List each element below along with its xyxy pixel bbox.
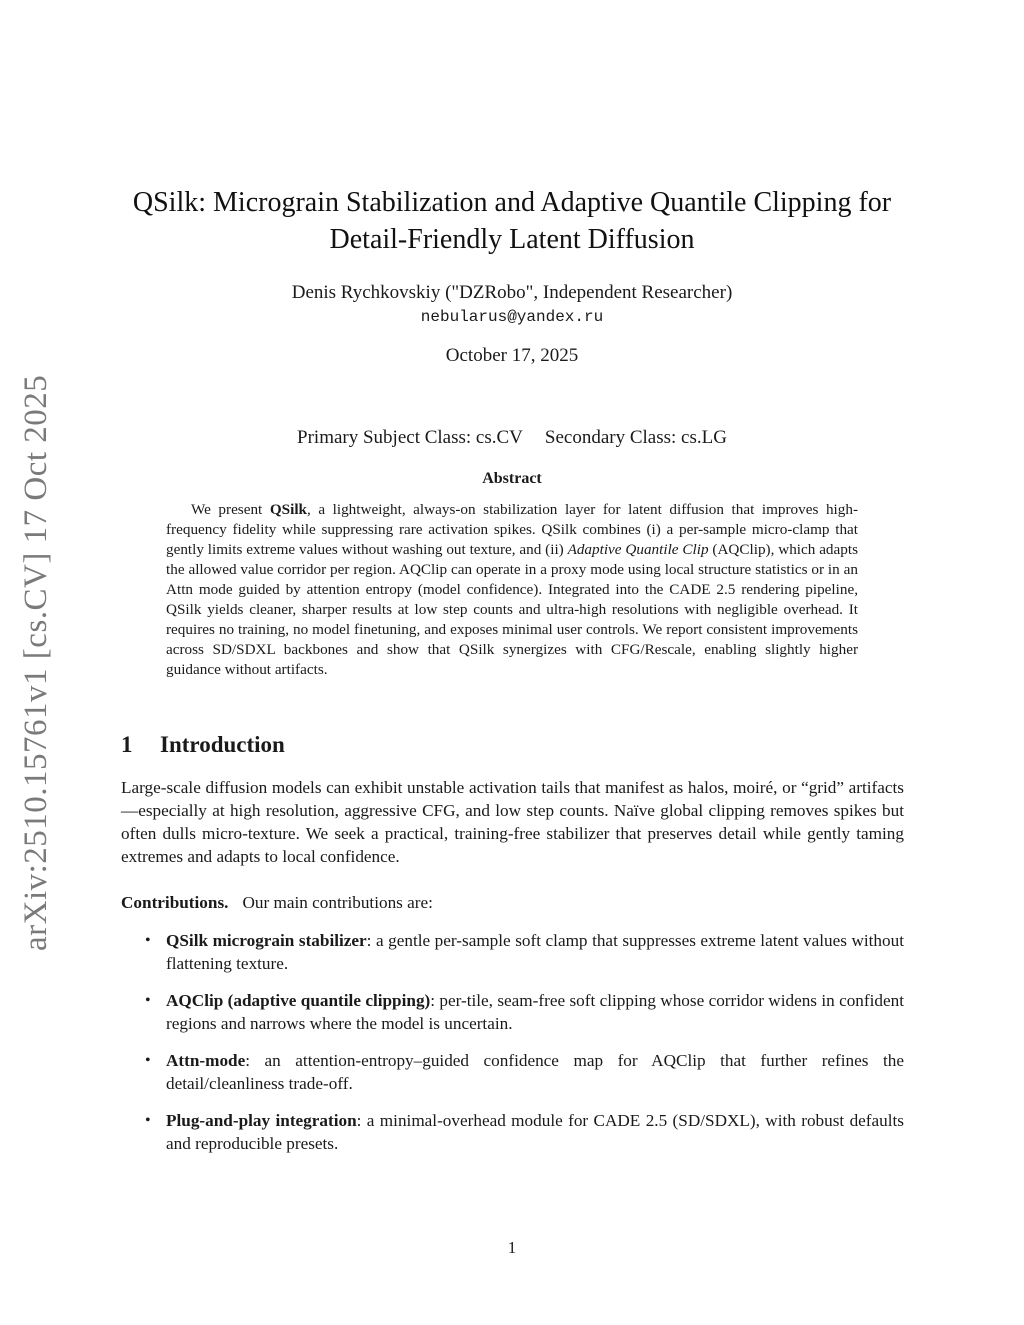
author-email[interactable]: nebularus@yandex.ru — [420, 308, 604, 326]
subject-classes — [100, 426, 924, 450]
author-line: Denis Rychkovskiy ("DZRobo", Independent Researcher) — [291, 282, 733, 303]
section-introduction-heading — [121, 731, 285, 759]
bullet-icon: • — [145, 992, 151, 1009]
title-line-1: QSilk: Micrograin Stabilization and Adaptive Quantile Clipping for — [132, 187, 892, 218]
primary-subject-class: Primary Subject Class: cs.CV — [297, 427, 523, 448]
section-title: Introduction — [160, 732, 285, 757]
bullet-term: Attn-mode — [166, 1051, 246, 1070]
publication-date: October 17, 2025 — [445, 345, 579, 366]
abstract-heading: Abstract — [482, 470, 542, 487]
arxiv-identifier-stamp: arXiv:2510.15761v1 [cs.CV] 17 Oct 2025 — [18, 374, 54, 952]
bullet-text: : an attention-entropy–guided confidence map for AQClip that further refines the detail/cleanliness trade-off. — [166, 1051, 904, 1093]
contributions-intro — [121, 891, 904, 914]
list-item — [121, 989, 904, 1035]
list-item — [121, 1109, 904, 1155]
introduction-paragraph: Large-scale diffusion models can exhibit unstable activation tails that manifest as halos, moiré, or “grid” artifacts—especially at high resolution, aggressive CFG, and low step counts. Naïve global clipping removes spikes but often dulls micro-texture. We seek a practical, training-free stabilizer that preserves detail while gently taming extremes and adapts to local confidence. — [121, 778, 904, 866]
abstract-aqclip-italic: Adaptive Quantile Clip — [567, 541, 709, 558]
bullet-icon: • — [145, 1112, 151, 1129]
abstract-text-1: We present — [191, 501, 270, 518]
contributions-list — [121, 929, 904, 1169]
bullet-term: Plug-and-play integration — [166, 1111, 357, 1130]
abstract-text-3: (AQClip), which adapts the allowed value corridor per region. AQClip can operate in a proxy mode using local structure statistics or in an Attn mode guided by attention entropy (model confidence). Integrated into the CADE 2.5 rendering pipeline, QSilk yields cleaner, sharper results at low step counts and ultra-high resolutions with negligible overhead. It requires no training, no model finetuning, and exposes minimal user controls. We report consistent improvements across SD/SDXL backbones and show that QSilk synergizes with CFG/Rescale, enabling slightly higher guidance without artifacts. — [166, 541, 858, 678]
contributions-lead: Contributions. — [121, 893, 229, 912]
bullet-text: : a minimal-overhead module for CADE 2.5 (SD/SDXL), with robust defaults and reproducible presets. — [166, 1111, 904, 1153]
title-line-2: Detail-Friendly Latent Diffusion — [329, 224, 695, 255]
section-number: 1 — [121, 732, 133, 757]
bullet-text: : per-tile, seam-free soft clipping whose corridor widens in confident regions and narrows where the model is uncertain. — [166, 991, 904, 1033]
bullet-icon: • — [145, 932, 151, 949]
bullet-icon: • — [145, 1052, 151, 1069]
bullet-text: : a gentle per-sample soft clamp that suppresses extreme latent values without flattening texture. — [166, 931, 904, 973]
bullet-term: QSilk micrograin stabilizer — [166, 931, 367, 950]
abstract-body — [166, 500, 858, 680]
secondary-subject-class: Secondary Class: cs.LG — [544, 427, 727, 448]
list-item — [121, 929, 904, 975]
bullet-term: AQClip (adaptive quantile clipping) — [166, 991, 431, 1010]
list-item — [121, 1049, 904, 1095]
abstract-text-2: , a lightweight, always-on stabilization layer for latent diffusion that improves high-frequency fidelity while suppressing rare activation spikes. QSilk combines (i) a per-sample micro-clamp that gently limits extreme values without washing out texture, and (ii) — [166, 501, 859, 558]
abstract-qsilk-bold: QSilk — [269, 501, 307, 518]
paper-title — [100, 184, 924, 258]
contributions-text: Our main contributions are: — [242, 893, 433, 912]
page-number: 1 — [507, 1238, 517, 1257]
